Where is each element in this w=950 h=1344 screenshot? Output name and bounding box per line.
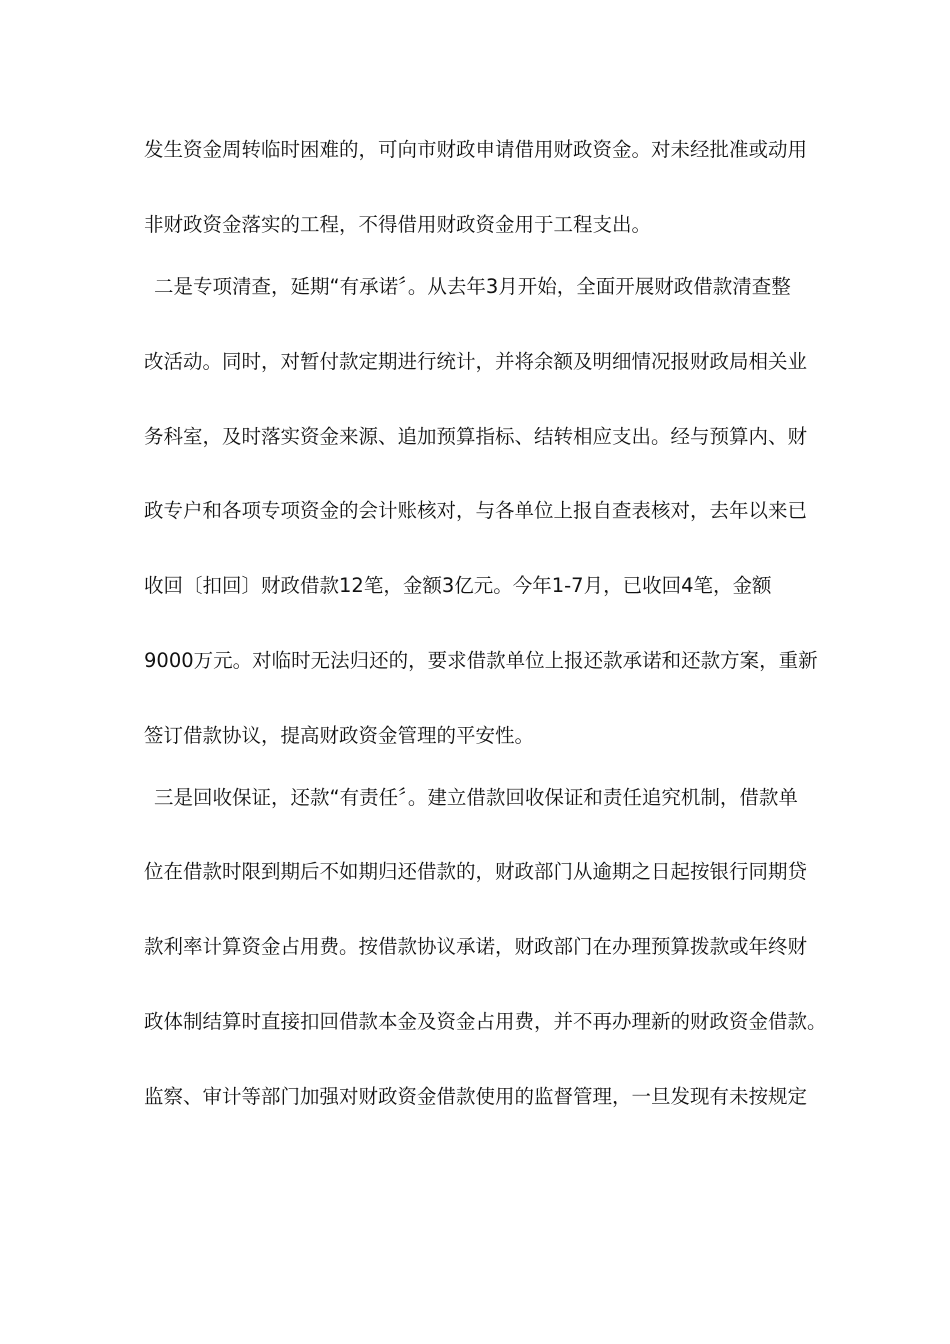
paragraph-line: 非财政资金落实的工程，不得借用财政资金用于工程支出。 bbox=[144, 213, 652, 236]
paragraph-line: 9000万元。对临时无法归还的，要求借款单位上报还款承诺和还款方案，重新 bbox=[144, 649, 818, 672]
paragraph-line: 位在借款时限到期后不如期归还借款的，财政部门从逾期之日起按银行同期贷 bbox=[144, 860, 808, 883]
paragraph-line: 监察、审计等部门加强对财政资金借款使用的监督管理，一旦发现有未按规定 bbox=[144, 1085, 808, 1108]
paragraph-line: 款利率计算资金占用费。按借款协议承诺，财政部门在办理预算拨款或年终财 bbox=[144, 935, 808, 958]
paragraph-line: 收回〔扣回〕财政借款12笔，金额3亿元。今年1-7月，已收回4笔，金额 bbox=[144, 574, 772, 597]
paragraph-line: 政体制结算时直接扣回借款本金及资金占用费，并不再办理新的财政资金借款。 bbox=[144, 1010, 827, 1033]
paragraph-line: 发生资金周转临时困难的，可向市财政申请借用财政资金。对未经批准或动用 bbox=[144, 138, 808, 161]
paragraph-line: 三是回收保证，还款“有责任〞。建立借款回收保证和责任追究机制，借款单 bbox=[154, 786, 798, 809]
paragraph-line: 政专户和各项专项资金的会计账核对，与各单位上报自查表核对，去年以来已 bbox=[144, 499, 808, 522]
paragraph-line: 改活动。同时，对暂付款定期进行统计，并将余额及明细情况报财政局相关业 bbox=[144, 350, 808, 373]
paragraph-line: 签订借款协议，提高财政资金管理的平安性。 bbox=[144, 724, 535, 747]
paragraph-line: 二是专项清查，延期“有承诺〞。从去年3月开始，全面开展财政借款清查整 bbox=[154, 275, 791, 298]
paragraph-line: 务科室，及时落实资金来源、追加预算指标、结转相应支出。经与预算内、财 bbox=[144, 425, 808, 448]
